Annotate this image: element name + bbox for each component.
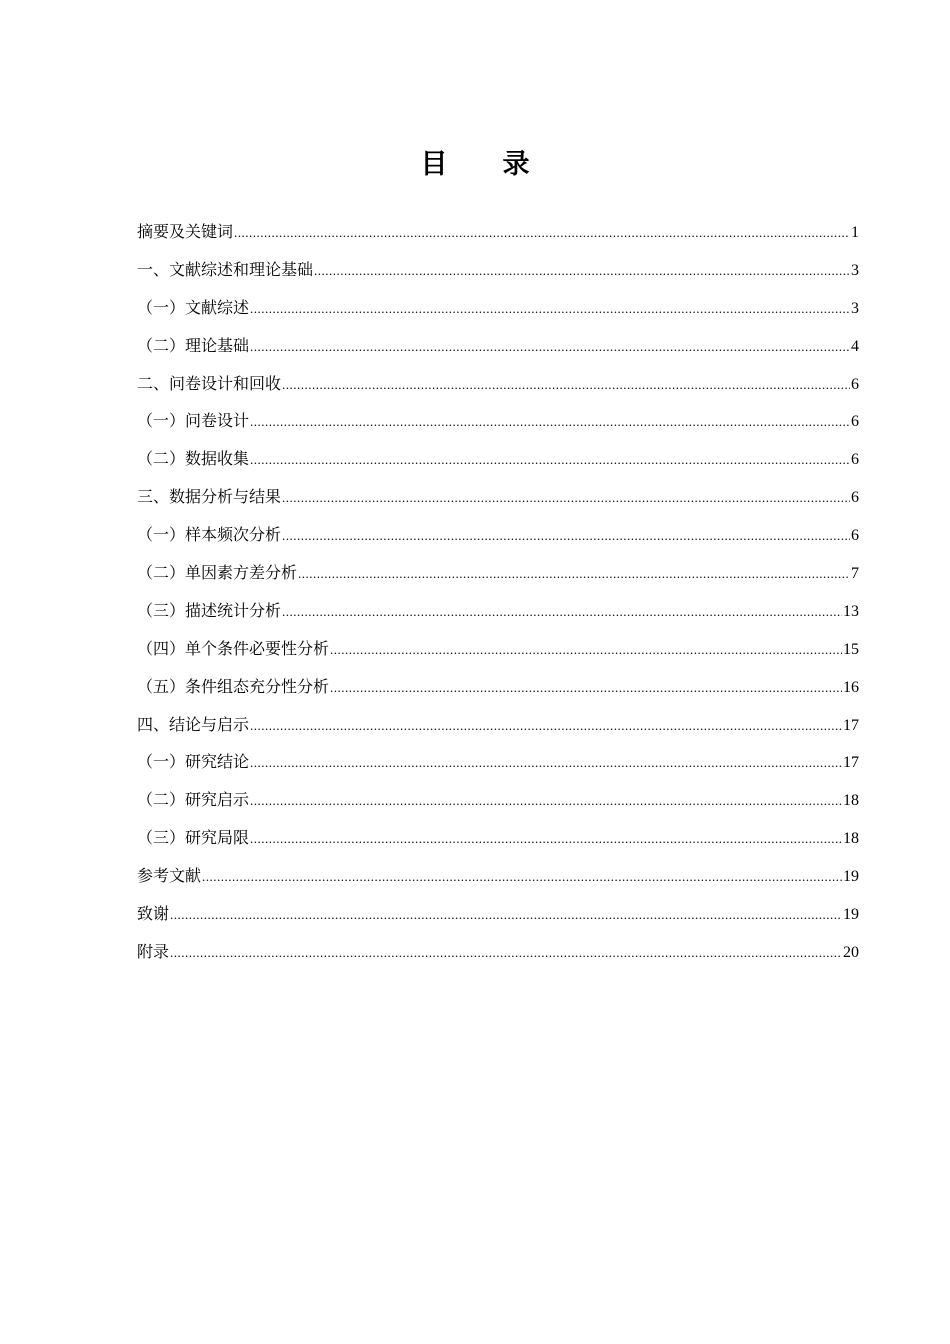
toc-dot-leader bbox=[202, 858, 842, 896]
toc-entry[interactable] bbox=[137, 554, 859, 592]
toc-entry-page: 13 bbox=[843, 602, 859, 620]
toc-entry-label: （二）数据收集 bbox=[137, 449, 250, 469]
toc-entry[interactable] bbox=[137, 630, 859, 668]
toc-entry-label: 参考文献 bbox=[137, 866, 202, 886]
toc-title: 目录 bbox=[420, 149, 585, 180]
toc-entry-page: 19 bbox=[843, 906, 859, 924]
toc-entry-page: 1 bbox=[851, 224, 859, 241]
toc-entry[interactable] bbox=[137, 592, 859, 630]
toc-entry[interactable] bbox=[137, 440, 859, 478]
toc-entry-page: 3 bbox=[851, 261, 859, 279]
toc-entry-page: 17 bbox=[843, 754, 859, 772]
toc-entry-label: （一）研究结论 bbox=[137, 752, 250, 772]
toc-dot-leader bbox=[282, 517, 850, 555]
toc-entry-page: 16 bbox=[843, 678, 859, 696]
toc-entry[interactable] bbox=[137, 706, 859, 744]
toc-entry-label: （四）单个条件必要性分析 bbox=[137, 638, 330, 658]
toc-entry[interactable] bbox=[137, 819, 859, 857]
toc-dot-leader bbox=[330, 669, 842, 707]
toc-entry[interactable] bbox=[137, 289, 859, 327]
toc-entry-label: 四、结论与启示 bbox=[137, 714, 250, 734]
toc-entry[interactable] bbox=[137, 857, 859, 895]
toc-dot-leader bbox=[282, 593, 842, 631]
toc-entry-label: （二）理论基础 bbox=[137, 335, 250, 355]
toc-entry-page: 19 bbox=[843, 868, 859, 886]
toc-entry[interactable] bbox=[137, 895, 859, 933]
toc-entry-label: 摘要及关键词 bbox=[137, 222, 234, 241]
toc-entry[interactable] bbox=[137, 516, 859, 554]
toc-entry-page: 6 bbox=[851, 527, 859, 545]
toc-entry-page: 6 bbox=[851, 489, 859, 507]
toc-dot-leader bbox=[250, 782, 842, 820]
toc-dot-leader bbox=[330, 631, 842, 669]
toc-entry-label: （一）问卷设计 bbox=[137, 411, 250, 431]
toc-dot-leader bbox=[250, 707, 842, 745]
toc-dot-leader bbox=[250, 328, 850, 366]
toc-entry[interactable] bbox=[137, 781, 859, 819]
toc-entry-label: （二）单因素方差分析 bbox=[137, 563, 298, 583]
toc-entry[interactable] bbox=[137, 668, 859, 706]
toc-entry-page: 4 bbox=[851, 337, 859, 355]
toc-entry-label: 一、文献综述和理论基础 bbox=[137, 259, 314, 279]
toc-dot-leader bbox=[250, 403, 850, 441]
toc-dot-leader bbox=[250, 290, 850, 328]
toc-entry-label: （一）样本频次分析 bbox=[137, 525, 282, 545]
toc-dot-leader bbox=[170, 896, 842, 934]
toc-entry-label: （一）文献综述 bbox=[137, 297, 250, 317]
toc-entry-label: 致谢 bbox=[137, 904, 170, 924]
toc-entry-page: 18 bbox=[843, 830, 859, 848]
toc-entry-page: 17 bbox=[843, 716, 859, 734]
toc-entry-page: 15 bbox=[843, 640, 859, 658]
toc-entry-page: 18 bbox=[843, 792, 859, 810]
toc-entry[interactable] bbox=[137, 402, 859, 440]
toc-entry[interactable] bbox=[137, 478, 859, 516]
toc-dot-leader bbox=[298, 555, 850, 593]
toc-entry-page: 20 bbox=[843, 943, 859, 961]
toc-entry-label: 二、问卷设计和回收 bbox=[137, 373, 282, 393]
toc-entry-label: （二）研究启示 bbox=[137, 790, 250, 810]
toc-entry[interactable] bbox=[137, 213, 859, 251]
toc-entry-label: （三）研究局限 bbox=[137, 828, 250, 848]
toc-dot-leader bbox=[282, 366, 850, 404]
toc-entry-label: 附录 bbox=[137, 941, 170, 961]
toc-dot-leader bbox=[314, 252, 850, 290]
toc-entry[interactable] bbox=[137, 933, 859, 971]
toc-entry-page: 6 bbox=[851, 375, 859, 393]
toc-entry-page: 7 bbox=[851, 565, 859, 583]
toc-entry-page: 3 bbox=[851, 299, 859, 317]
toc-dot-leader bbox=[250, 820, 842, 858]
toc-dot-leader bbox=[282, 479, 850, 517]
toc-dot-leader bbox=[250, 441, 850, 479]
toc-entry[interactable] bbox=[137, 327, 859, 365]
toc-dot-leader bbox=[170, 934, 842, 972]
toc-entry-label: （五）条件组态充分性分析 bbox=[137, 676, 330, 696]
toc-entry-label: （三）描述统计分析 bbox=[137, 600, 282, 620]
toc-list bbox=[137, 213, 859, 971]
toc-entry-page: 6 bbox=[851, 413, 859, 431]
toc-entry[interactable] bbox=[137, 743, 859, 781]
toc-dot-leader bbox=[234, 214, 850, 252]
toc-entry[interactable] bbox=[137, 365, 859, 403]
toc-entry-page: 6 bbox=[851, 451, 859, 469]
toc-entry-label: 三、数据分析与结果 bbox=[137, 487, 282, 507]
toc-dot-leader bbox=[250, 744, 842, 782]
toc-entry[interactable] bbox=[137, 251, 859, 289]
